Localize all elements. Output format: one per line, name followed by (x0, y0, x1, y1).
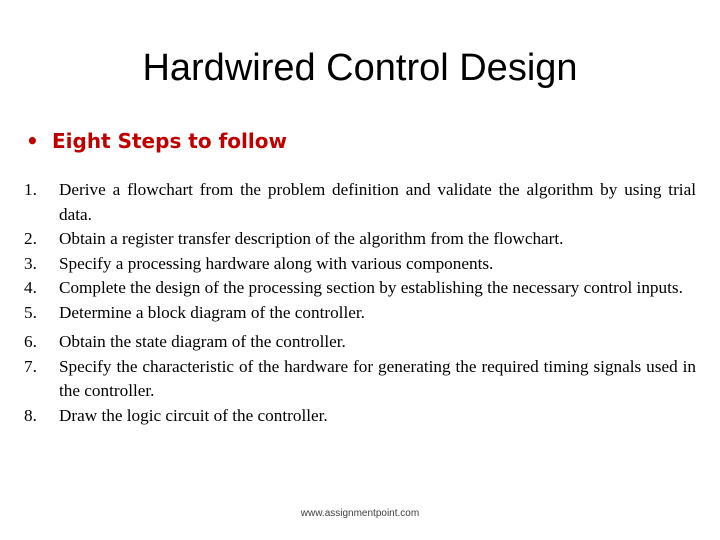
step-item (24, 301, 696, 326)
step-item (24, 178, 696, 227)
step-number: 4. (24, 278, 37, 297)
bullet-item (26, 124, 287, 158)
step-text: Specify the characteristic of the hardware for generating the required timing signals used in the controller. (59, 356, 696, 400)
footer-url: www.assignmentpoint.com (300, 508, 420, 519)
step-number: 8. (24, 405, 37, 425)
step-number: 2. (24, 229, 37, 248)
step-text: Determine a block diagram of the controller. (59, 302, 365, 322)
step-item (24, 330, 696, 355)
step-text: Specify a processing hardware along with various components. (59, 253, 494, 273)
step-text: Obtain the state diagram of the controller. (59, 332, 346, 351)
step-item (24, 404, 696, 429)
step-number: 5. (24, 302, 37, 322)
step-item (24, 227, 696, 252)
step-number: 3. (24, 253, 37, 273)
step-item (24, 276, 696, 301)
step-number: 6. (24, 332, 37, 351)
bullet-marker: • (26, 129, 39, 153)
steps-list (24, 178, 696, 428)
step-item (24, 355, 696, 404)
step-number: 1. (24, 180, 37, 199)
step-number: 7. (24, 356, 37, 376)
step-text: Complete the design of the processing section by establishing the necessary control inputs. (59, 278, 683, 297)
slide-title: Hardwired Control Design (142, 47, 578, 89)
step-item (24, 252, 696, 277)
bullet-text: Eight Steps to follow (52, 129, 287, 153)
step-text: Derive a flowchart from the problem definition and validate the algorithm by using trial data. (59, 180, 696, 224)
step-text: Draw the logic circuit of the controller. (59, 405, 328, 425)
step-text: Obtain a register transfer description of the algorithm from the flowchart. (59, 229, 564, 248)
